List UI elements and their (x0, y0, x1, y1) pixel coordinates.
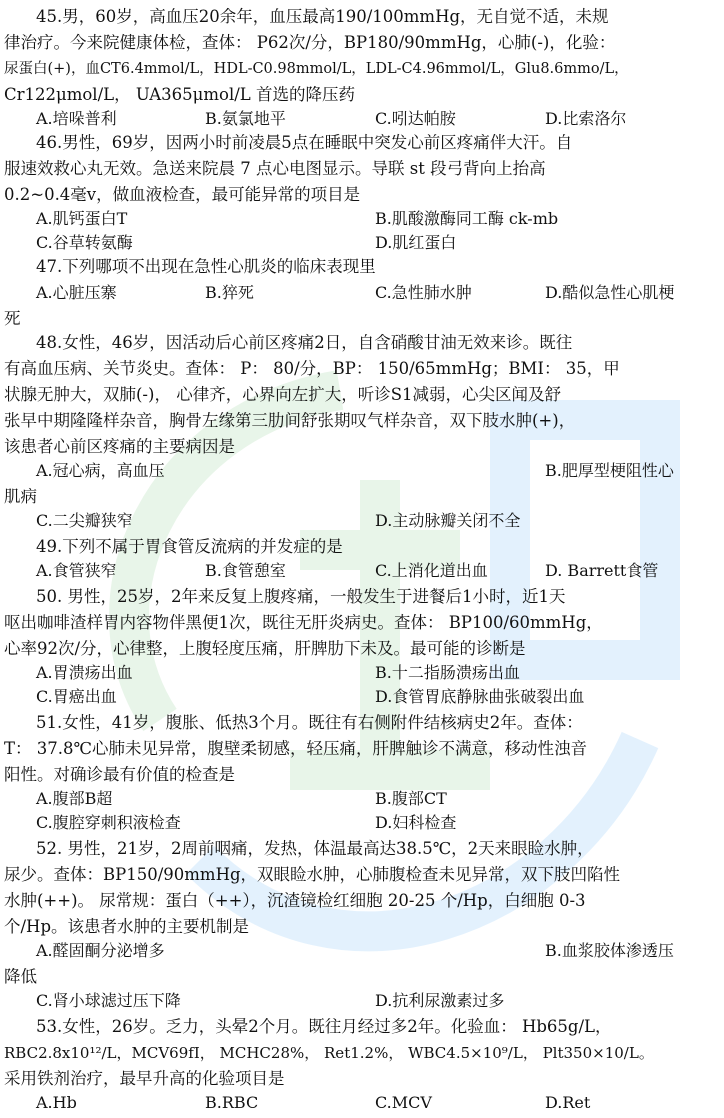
question-51-option-d: D.妇科检查 (375, 813, 457, 832)
question-51-option-b: B.腹部CT (375, 789, 447, 808)
question-50-option-c: C.胃癌出血 (36, 687, 117, 706)
question-45-stem-line-1: 45.男，60岁，高血压20余年，血压最高190/100mmHg，无自觉不适，未规 (36, 7, 609, 26)
question-48-stem-line-3: 状腺无肿大，双肺(-)， 心律齐，心界向左扩大，听诊S1减弱，心尖区闻及舒 (4, 385, 561, 404)
question-48-stem-line-5: 该患者心前区疼痛的主要病因是 (4, 437, 235, 456)
question-49-option-a: A.食管狭窄 (36, 561, 117, 580)
question-51-option-c: C.腹腔穿刺积液检查 (36, 813, 181, 832)
question-50-option-b: B.十二指肠溃疡出血 (375, 663, 520, 682)
question-53-option-b: B.RBC (205, 1093, 259, 1112)
question-52-option-b-continued: 降低 (4, 967, 37, 986)
question-46-stem-line-2: 服速效救心丸无效。急送来院晨 7 点心电图显示。导联 st 段弓背向上抬高 (4, 159, 546, 178)
question-46-option-d: D.肌红蛋白 (375, 233, 457, 252)
question-53-option-c: C.MCV (375, 1093, 432, 1112)
question-50-option-d: D.食管胃底静脉曲张破裂出血 (375, 687, 585, 706)
question-50-option-a: A.胃溃疡出血 (36, 663, 133, 682)
question-53-stem-line-3: 采用铁剂治疗，最早升高的化验项目是 (4, 1069, 285, 1088)
question-47-option-b: B.猝死 (205, 283, 254, 302)
question-51-stem-line-3: 阳性。对确诊最有价值的检查是 (4, 765, 235, 784)
question-47-option-a: A.心脏压寨 (36, 283, 117, 302)
question-50-stem-line-2: 呕出咖啡渣样胃内容物伴黑便1次，既往无肝炎病史。查体： BP100/60mmHg， (4, 613, 603, 632)
question-51-option-a: A.腹部B超 (36, 789, 113, 808)
question-50-stem-line-3: 心率92次/分，心律整，上腹轻度压痛，肝脾肋下未及。最可能的诊断是 (4, 639, 526, 658)
question-48-stem-line-1: 48.女性，46岁，因活动后心前区疼痛2日，自含硝酸甘油无效来诊。既往 (36, 333, 573, 352)
question-45-stem-line-3: 尿蛋白(+)，血CT6.4mmol/L，HDL-C0.98mmol/L，LDL-C4.96mmol/L，Glu8.6mmo/L， (4, 61, 629, 77)
question-49-option-b: B.食管憩室 (205, 561, 286, 580)
question-48-option-b-continued: 肌病 (4, 487, 37, 506)
question-46-option-a: A.肌钙蛋白T (36, 209, 128, 228)
question-46-option-c: C.谷草转氨酶 (36, 233, 133, 252)
question-52-stem-line-2: 尿少。查体：BP150/90mmHg，双眼睑水肿，心肺腹检查未见异常，双下肢凹陷性 (4, 865, 621, 884)
question-46-stem-line-1: 46.男性，69岁，因两小时前凌晨5点在睡眠中突发心前区疼痛伴大汗。自 (36, 133, 573, 152)
question-47-option-c: C.急性肺水肿 (375, 283, 472, 302)
question-47-option-d: D.酷似急性心肌梗 (545, 283, 675, 302)
question-47-stem-line-1: 47.下列哪项不出现在急性心肌炎的临床表现里 (36, 257, 376, 276)
question-45-option-d: D.比索洛尔 (545, 109, 627, 128)
question-45-stem-line-2: 律治疗。今来院健康体检，查体： P62次/分，BP180/90mmHg，心肺(-)，化验： (4, 33, 616, 52)
question-46-stem-line-3: 0.2~0.4毫v，做血液检查，最可能异常的项目是 (4, 185, 361, 204)
question-52-stem-line-1: 52. 男性，21岁，2周前咽痛，发热，体温最高达38.5℃，2天来眼睑水肿， (36, 839, 594, 858)
question-50-stem-line-1: 50. 男性，25岁，2年来反复上腹疼痛，一般发生于进餐后1小时，近1天 (36, 587, 566, 606)
question-45-option-a: A.培哚普利 (36, 109, 117, 128)
question-45-option-b: B.氨氯地平 (205, 109, 286, 128)
question-48-option-c: C.二尖瓣狭窄 (36, 511, 133, 530)
question-48-option-d: D.主动脉瓣关闭不全 (375, 511, 521, 530)
question-48-option-b: B.肥厚型梗阻性心 (545, 461, 674, 480)
question-51-stem-line-2: T： 37.8℃心肺未见异常，腹壁柔韧感，轻压痛，肝脾触诊不满意，移动性浊音 (4, 739, 587, 758)
question-52-option-a: A.醛固酮分泌增多 (36, 941, 165, 960)
question-48-stem-line-4: 张早中期隆隆样杂音，胸骨左缘第三肋间舒张期叹气样杂音，双下肢水肿(+)， (4, 411, 576, 430)
question-52-option-d: D.抗利尿激素过多 (375, 991, 505, 1010)
question-49-option-c: C.上消化道出血 (375, 561, 488, 580)
question-48-option-a: A.冠心病，高血压 (36, 461, 165, 480)
question-51-stem-line-1: 51.女性，41岁，腹胀、低热3个月。既往有右侧附件结核病史2年。查体： (36, 713, 583, 732)
question-53-stem-line-2: RBC2.8x10¹²/L，MCV69fI， MCHC28%， Ret1.2%， WBC4.5×10⁹/L， Plt350×10/L。 (4, 1044, 654, 1062)
question-45-stem-line-4: Cr122μmol/L， UA365μmol/L 首选的降压药 (4, 85, 355, 104)
question-52-stem-line-3: 水肿(++)。 尿常规：蛋白（++），沉渣镜检红细胞 20-25 个/Hp，白细胞 0-3 (4, 891, 586, 910)
question-53-option-d: D.Ret (545, 1093, 591, 1112)
question-53-stem-line-1: 53.女性，26岁。乏力，头晕2个月。既往月经过多2年。化验血： Hb65g/L， (36, 1017, 612, 1036)
question-45-option-c: C.吲达帕胺 (375, 109, 456, 128)
question-52-option-b: B.血浆胶体渗透压 (545, 941, 674, 960)
question-49-option-d: D. Barrett食管 (545, 561, 659, 580)
question-48-stem-line-2: 有高血压病、关节炎史。查体： P： 80/分，BP： 150/65mmHg；BMI： 35，甲 (4, 359, 620, 378)
question-47-option-d-continued: 死 (4, 309, 21, 328)
question-53-option-a: A.Hb (36, 1093, 77, 1112)
question-52-stem-line-4: 个/Hp。该患者水肿的主要机制是 (4, 917, 250, 936)
question-52-option-c: C.肾小球滤过压下降 (36, 991, 181, 1010)
question-46-option-b: B.肌酸激酶同工酶 ck-mb (375, 209, 559, 228)
question-49-stem-line-1: 49.下列不属于胃食管反流病的并发症的是 (36, 537, 343, 556)
